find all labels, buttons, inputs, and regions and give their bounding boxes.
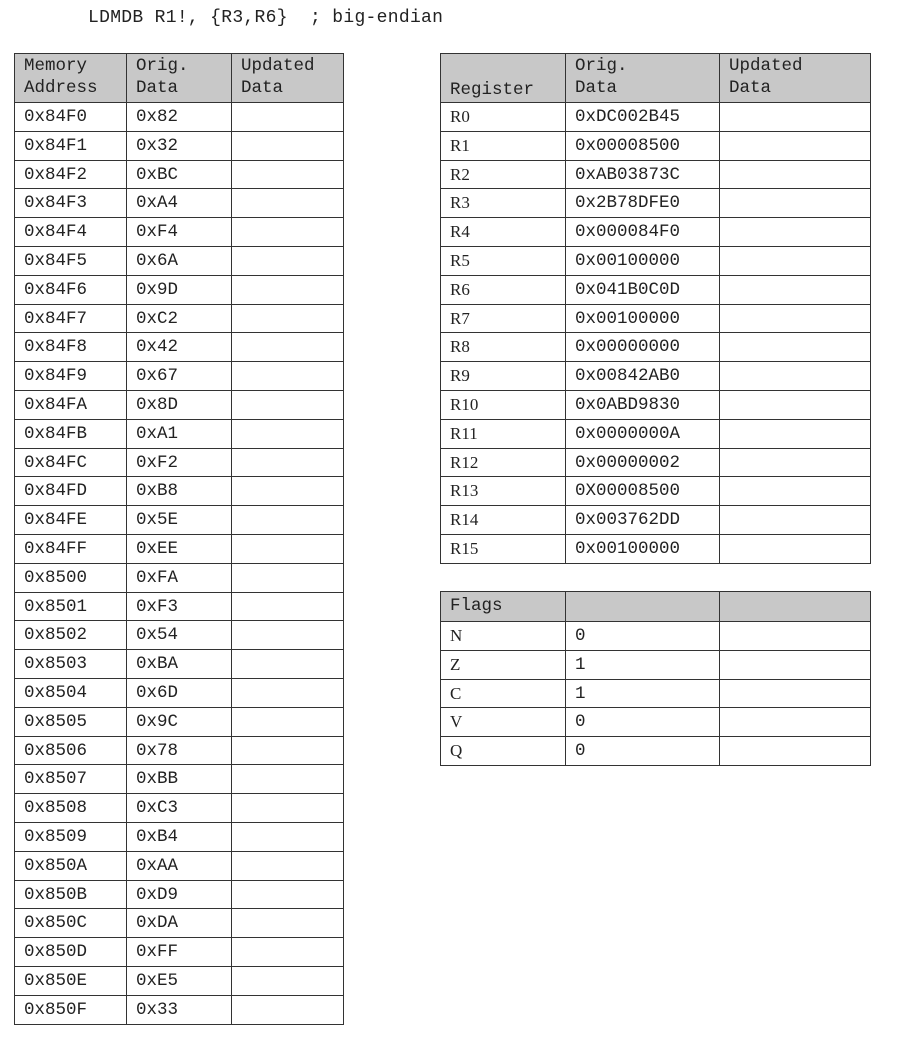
updated-data-cell[interactable] [232,966,344,995]
orig-data-cell: 0xFF [127,938,232,967]
updated-data-cell[interactable] [232,563,344,592]
memory-table-header [15,54,344,103]
label-cell: R4 [441,218,566,247]
orig-data-cell: 0xEE [127,534,232,563]
updated-data-cell[interactable] [720,218,871,247]
orig-data-cell: 0x0ABD9830 [566,390,720,419]
label-cell: 0x84FC [15,448,127,477]
table-row [441,737,871,766]
flags-table-header-cell [720,592,871,622]
orig-data-cell: 0x33 [127,995,232,1024]
table-row [15,966,344,995]
table-row [15,304,344,333]
label-cell: 0x84FA [15,390,127,419]
label-cell: 0x850B [15,880,127,909]
orig-data-cell: 1 [566,650,720,679]
orig-data-cell: 0x6D [127,678,232,707]
flags-table-header [441,592,871,622]
label-cell: 0x8500 [15,563,127,592]
label-cell: 0x850F [15,995,127,1024]
label-cell: R9 [441,362,566,391]
updated-data-cell[interactable] [232,218,344,247]
table-row [15,390,344,419]
orig-data-cell: 0xC2 [127,304,232,333]
updated-data-cell[interactable] [232,534,344,563]
table-row [15,189,344,218]
label-cell: R2 [441,160,566,189]
table-row [15,707,344,736]
updated-data-cell[interactable] [232,304,344,333]
register-table-header [441,54,871,103]
orig-data-cell: 0x00008500 [566,131,720,160]
label-cell: 0x84F0 [15,103,127,132]
table-row [15,736,344,765]
orig-data-cell: 0x041B0C0D [566,275,720,304]
label-cell: 0x84F9 [15,362,127,391]
label-cell: 0x8507 [15,765,127,794]
memory-table-header-cell: Orig. Data [127,54,232,103]
updated-data-cell[interactable] [232,765,344,794]
orig-data-cell: 0xB8 [127,477,232,506]
label-cell: R6 [441,275,566,304]
updated-data-cell[interactable] [720,189,871,218]
table-row [15,218,344,247]
table-row [15,160,344,189]
label-cell: V [441,708,566,737]
updated-data-cell[interactable] [720,650,871,679]
updated-data-cell[interactable] [232,477,344,506]
memory-table-header-cell: Updated Data [232,54,344,103]
label-cell: 0x850A [15,851,127,880]
label-cell: C [441,679,566,708]
table-row [441,160,871,189]
label-cell: 0x850C [15,909,127,938]
orig-data-cell: 0xBA [127,650,232,679]
label-cell: R5 [441,246,566,275]
label-cell: 0x84FB [15,419,127,448]
table-row [15,275,344,304]
label-cell: 0x850E [15,966,127,995]
table-row [15,362,344,391]
orig-data-cell: 0x0000000A [566,419,720,448]
orig-data-cell: 0x8D [127,390,232,419]
label-cell: R0 [441,103,566,132]
updated-data-cell[interactable] [232,909,344,938]
label-cell: R7 [441,304,566,333]
updated-data-cell[interactable] [232,103,344,132]
updated-data-cell[interactable] [232,650,344,679]
label-cell: 0x84FD [15,477,127,506]
updated-data-cell[interactable] [720,246,871,275]
table-row [15,563,344,592]
label-cell: 0x8502 [15,621,127,650]
orig-data-cell: 0xDA [127,909,232,938]
table-row [15,448,344,477]
table-row [15,880,344,909]
label-cell: 0x8505 [15,707,127,736]
updated-data-cell[interactable] [232,246,344,275]
updated-data-cell[interactable] [720,679,871,708]
table-row [15,650,344,679]
table-row [15,938,344,967]
register-table [440,53,871,564]
label-cell: R10 [441,390,566,419]
updated-data-cell[interactable] [232,275,344,304]
table-row [441,477,871,506]
table-row [441,304,871,333]
orig-data-cell: 0xF4 [127,218,232,247]
table-row [441,362,871,391]
table-row [441,103,871,132]
register-table-body [441,103,871,564]
updated-data-cell[interactable] [232,419,344,448]
updated-data-cell[interactable] [232,678,344,707]
updated-data-cell[interactable] [720,622,871,651]
table-row [15,822,344,851]
table-row [15,995,344,1024]
label-cell: R1 [441,131,566,160]
updated-data-cell[interactable] [232,851,344,880]
orig-data-cell: 0x78 [127,736,232,765]
updated-data-cell[interactable] [720,534,871,563]
table-row [15,477,344,506]
table-row [441,622,871,651]
updated-data-cell[interactable] [232,707,344,736]
label-cell: 0x84F2 [15,160,127,189]
table-row [15,103,344,132]
updated-data-cell[interactable] [232,822,344,851]
orig-data-cell: 0x00100000 [566,304,720,333]
label-cell: 0x84F7 [15,304,127,333]
orig-data-cell: 0xC3 [127,794,232,823]
updated-data-cell[interactable] [232,621,344,650]
updated-data-cell[interactable] [232,736,344,765]
label-cell: 0x84F3 [15,189,127,218]
label-cell: 0x84FE [15,506,127,535]
orig-data-cell: 0x6A [127,246,232,275]
orig-data-cell: 0x00000002 [566,448,720,477]
label-cell: 0x8508 [15,794,127,823]
table-row [441,419,871,448]
register-table-header-cell: Register [441,54,566,103]
label-cell: Z [441,650,566,679]
orig-data-cell: 0xF2 [127,448,232,477]
label-cell: R14 [441,506,566,535]
updated-data-cell[interactable] [232,390,344,419]
orig-data-cell: 0X00008500 [566,477,720,506]
orig-data-cell: 0 [566,622,720,651]
table-row [15,909,344,938]
updated-data-cell[interactable] [720,304,871,333]
label-cell: 0x84F8 [15,333,127,362]
updated-data-cell[interactable] [232,131,344,160]
label-cell: R15 [441,534,566,563]
updated-data-cell[interactable] [720,333,871,362]
orig-data-cell: 0xAB03873C [566,160,720,189]
table-row [441,131,871,160]
table-row [441,390,871,419]
label-cell: 0x8509 [15,822,127,851]
orig-data-cell: 0xB4 [127,822,232,851]
orig-data-cell: 0x82 [127,103,232,132]
table-row [15,131,344,160]
label-cell: 0x8506 [15,736,127,765]
flags-table-header-cell [566,592,720,622]
updated-data-cell[interactable] [232,362,344,391]
register-table-header-cell: Orig. Data [566,54,720,103]
updated-data-cell[interactable] [232,592,344,621]
updated-data-cell[interactable] [720,275,871,304]
orig-data-cell: 0xDC002B45 [566,103,720,132]
updated-data-cell[interactable] [232,333,344,362]
memory-table [14,53,344,1025]
updated-data-cell[interactable] [720,506,871,535]
updated-data-cell[interactable] [232,880,344,909]
updated-data-cell[interactable] [232,938,344,967]
table-row [15,419,344,448]
orig-data-cell: 0x32 [127,131,232,160]
label-cell: Q [441,737,566,766]
orig-data-cell: 0xD9 [127,880,232,909]
orig-data-cell: 0xF3 [127,592,232,621]
orig-data-cell: 0x67 [127,362,232,391]
updated-data-cell[interactable] [720,362,871,391]
orig-data-cell: 0x00100000 [566,534,720,563]
updated-data-cell[interactable] [720,419,871,448]
updated-data-cell[interactable] [232,160,344,189]
table-row [441,333,871,362]
label-cell: 0x84F6 [15,275,127,304]
label-cell: 0x8501 [15,592,127,621]
orig-data-cell: 0xBC [127,160,232,189]
label-cell: 0x850D [15,938,127,967]
updated-data-cell[interactable] [720,737,871,766]
label-cell: 0x84F1 [15,131,127,160]
orig-data-cell: 0x9C [127,707,232,736]
instruction-line: LDMDB R1!, {R3,R6} ; big-endian [88,8,444,28]
updated-data-cell[interactable] [232,995,344,1024]
table-row [441,679,871,708]
table-row [441,650,871,679]
orig-data-cell: 0xFA [127,563,232,592]
label-cell: R8 [441,333,566,362]
label-cell: R11 [441,419,566,448]
updated-data-cell[interactable] [720,477,871,506]
updated-data-cell[interactable] [720,390,871,419]
table-row [441,448,871,477]
memory-table-body [15,103,344,1025]
table-row [441,534,871,563]
table-row [441,189,871,218]
memory-table-header-cell: Memory Address [15,54,127,103]
orig-data-cell: 0x00000000 [566,333,720,362]
updated-data-cell[interactable] [232,189,344,218]
flags-table-header-cell: Flags [441,592,566,622]
orig-data-cell: 0x00100000 [566,246,720,275]
updated-data-cell[interactable] [720,448,871,477]
table-row [15,246,344,275]
label-cell: 0x84F4 [15,218,127,247]
label-cell: 0x84F5 [15,246,127,275]
label-cell: N [441,622,566,651]
orig-data-cell: 0x00842AB0 [566,362,720,391]
register-table-header-cell: Updated Data [720,54,871,103]
label-cell: 0x8503 [15,650,127,679]
table-row [441,506,871,535]
updated-data-cell[interactable] [720,131,871,160]
orig-data-cell: 0xA1 [127,419,232,448]
orig-data-cell: 0x5E [127,506,232,535]
table-row [441,246,871,275]
orig-data-cell: 0x9D [127,275,232,304]
orig-data-cell: 1 [566,679,720,708]
flags-table-body [441,622,871,766]
label-cell: R3 [441,189,566,218]
label-cell: R13 [441,477,566,506]
orig-data-cell: 0xAA [127,851,232,880]
table-row [15,765,344,794]
label-cell: 0x8504 [15,678,127,707]
table-row [441,708,871,737]
table-row [15,621,344,650]
table-row [15,506,344,535]
flags-table [440,591,871,766]
table-row [441,275,871,304]
table-row [15,851,344,880]
updated-data-cell[interactable] [720,103,871,132]
label-cell: R12 [441,448,566,477]
orig-data-cell: 0x42 [127,333,232,362]
updated-data-cell[interactable] [232,794,344,823]
orig-data-cell: 0 [566,737,720,766]
updated-data-cell[interactable] [720,708,871,737]
label-cell: 0x84FF [15,534,127,563]
orig-data-cell: 0x003762DD [566,506,720,535]
orig-data-cell: 0x54 [127,621,232,650]
orig-data-cell: 0xBB [127,765,232,794]
table-row [15,534,344,563]
orig-data-cell: 0xA4 [127,189,232,218]
orig-data-cell: 0x000084F0 [566,218,720,247]
table-row [441,218,871,247]
table-row [15,333,344,362]
table-row [15,592,344,621]
orig-data-cell: 0x2B78DFE0 [566,189,720,218]
updated-data-cell[interactable] [232,448,344,477]
table-row [15,678,344,707]
table-row [15,794,344,823]
orig-data-cell: 0xE5 [127,966,232,995]
updated-data-cell[interactable] [720,160,871,189]
updated-data-cell[interactable] [232,506,344,535]
orig-data-cell: 0 [566,708,720,737]
